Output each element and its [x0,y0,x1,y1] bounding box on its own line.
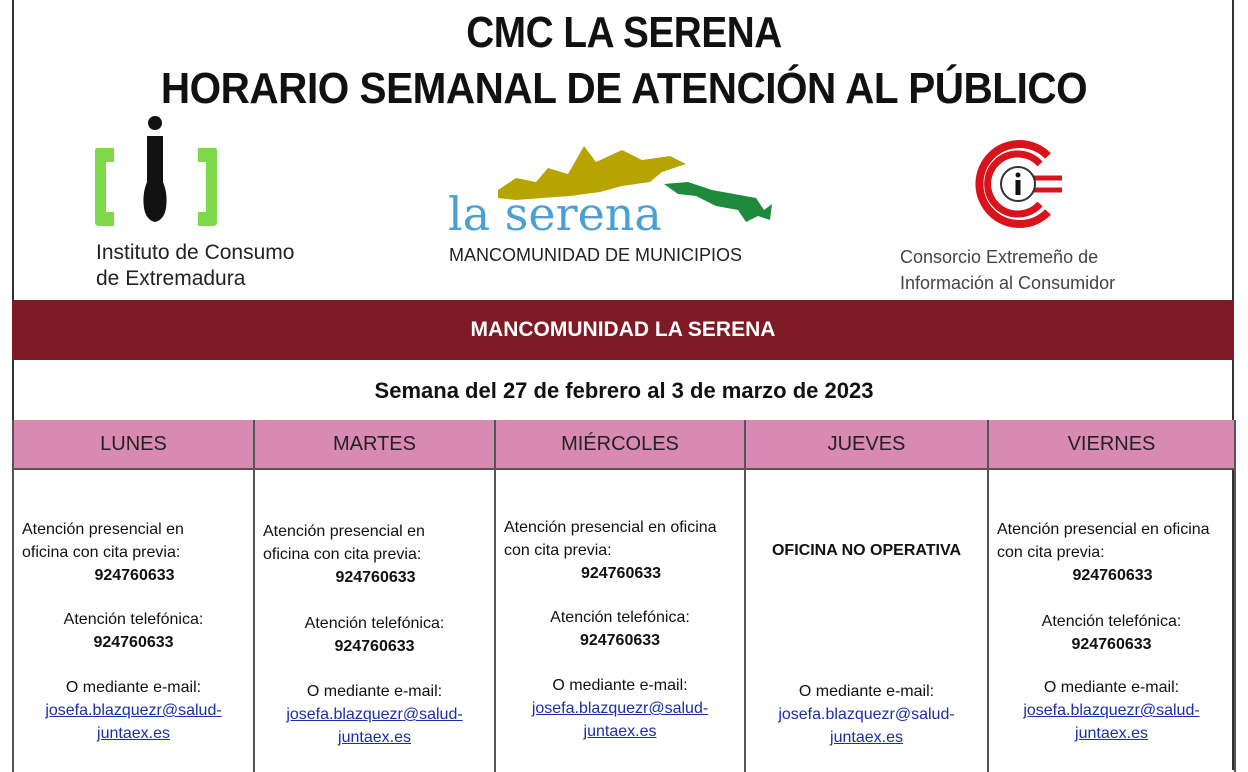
in-person-info: Atención presencial en oficina con cita previa: 924760633 [504,516,738,585]
in-person-info: Atención presencial en oficina con cita previa: 924760633 [22,518,247,587]
weekly-schedule-table [12,420,1236,772]
instituto-consumo-logo [92,112,220,230]
instituto-logo-text: Instituto de Consumo de Extremadura [96,241,295,290]
day-cell-miercoles [495,469,745,772]
office-closed-notice: OFICINA NO OPERATIVA [771,542,962,559]
email-link[interactable]: josefa.blazquezr@salud- juntaex.es [531,700,709,740]
phone-info: Atención telefónica: 924760633 [14,608,253,654]
svg-text:la serena: la serena [448,187,662,241]
in-person-info: Atención presencial en oficina con cita previa: 924760633 [263,520,488,589]
day-header-row [13,420,1235,469]
day-header-martes: MARTES [254,420,495,469]
email-info: O mediante e-mail: josefa.blazquezr@salud- juntaex.es [286,683,463,746]
phone-number: 924760633 [1071,636,1152,653]
phone-number: 924760633 [579,632,661,649]
in-person-phone: 924760633 [94,567,175,584]
in-person-phone: 924760633 [580,565,662,582]
phone-number: 924760633 [334,638,415,655]
email-link[interactable]: josefa.blazquezr@salud- juntaex.es [45,702,222,742]
in-person-phone: 924760633 [335,569,416,586]
in-person-info: Atención presencial en oficina con cita previa: 924760633 [997,518,1228,587]
phone-info: Atención telefónica: 924760633 [989,610,1234,656]
week-heading: Semana del 27 de febrero al 3 de marzo de 2023 [374,378,874,403]
phone-number: 924760633 [93,634,174,651]
title-line-2: HORARIO SEMANAL DE ATENCIÓN AL PÚBLICO [160,64,1088,113]
consorcio-logo-text: Consorcio Extremeño de Información al Consumidor [900,247,1116,293]
day-header-miercoles: MIÉRCOLES [495,420,745,469]
title-line-1: CMC LA SERENA [466,8,782,57]
day-header-lunes: LUNES [13,420,254,469]
email-link[interactable]: josefa.blazquezr@salud- juntaex.es [778,706,955,746]
region-banner: MANCOMUNIDAD LA SERENA [12,300,1234,360]
day-header-jueves: JUEVES [745,420,988,469]
email-info: O mediante e-mail: josefa.blazquezr@salud- juntaex.es [1023,679,1200,742]
email-info: O mediante e-mail: josefa.blazquezr@salud- juntaex.es [778,683,955,746]
consorcio-logo [970,138,1066,230]
phone-info: Atención telefónica: 924760633 [496,606,744,652]
day-cell-lunes [13,469,254,772]
email-info: O mediante e-mail: josefa.blazquezr@salud- juntaex.es [45,679,222,742]
mancomunidad-municipios-text: MANCOMUNIDAD DE MUNICIPIOS [449,245,743,265]
day-cell-viernes [988,469,1235,772]
email-link[interactable]: josefa.blazquezr@salud- juntaex.es [1023,702,1200,742]
day-cell-jueves [745,469,988,772]
email-link[interactable]: josefa.blazquezr@salud- juntaex.es [286,706,463,746]
in-person-phone: 924760633 [1072,567,1153,584]
schedule-row [13,469,1235,772]
phone-info: Atención telefónica: 924760633 [255,612,494,658]
day-cell-martes [254,469,495,772]
email-info: O mediante e-mail: josefa.blazquezr@salud- juntaex.es [531,677,709,740]
day-header-viernes: VIERNES [988,420,1235,469]
la-serena-logo [446,138,782,242]
